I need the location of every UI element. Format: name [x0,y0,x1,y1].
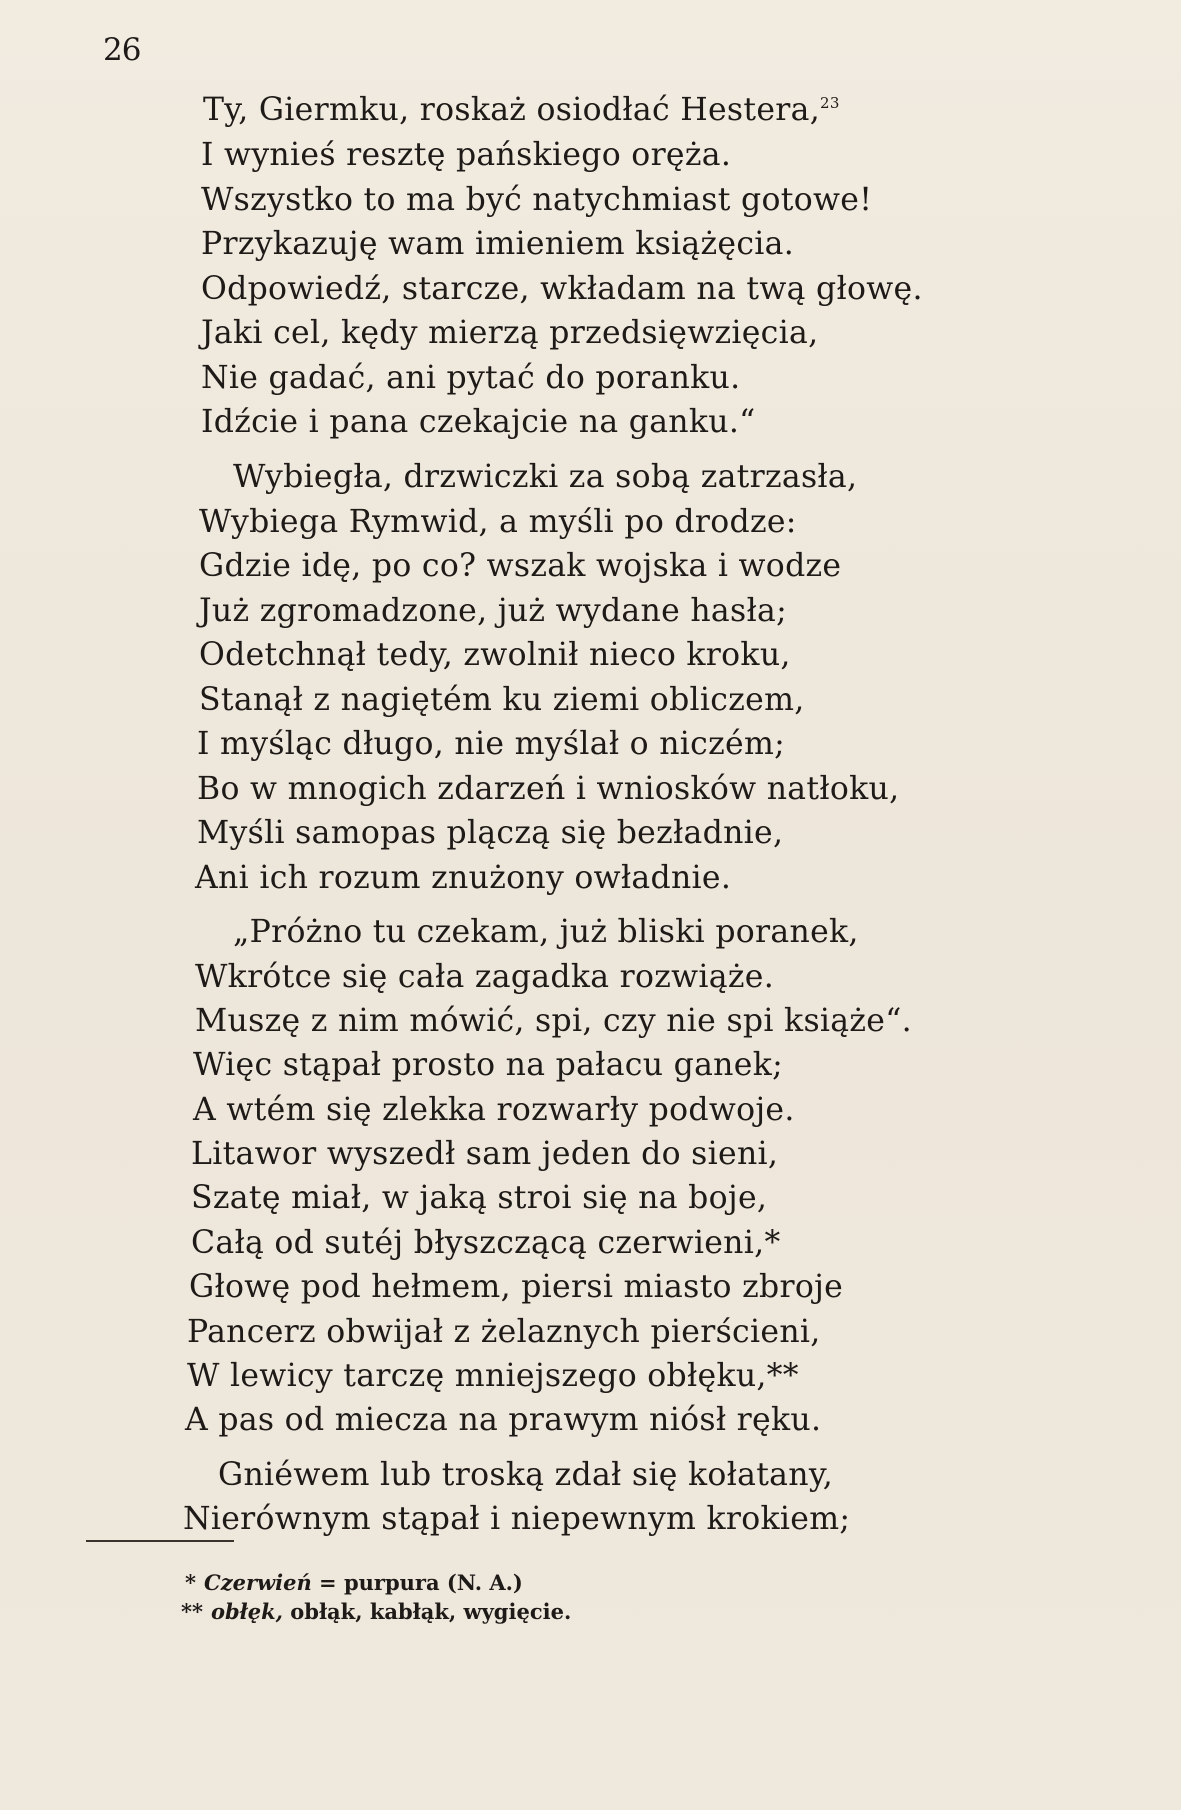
verse-line: Idźcie i pana czekajcie na ganku.“ [201,404,756,440]
verse-line: I wynieś resztę pańskiego oręża. [201,137,732,173]
verse-line: Wszystko to ma być natychmiast gotowe! [201,182,873,218]
verse-line: Myśli samopas plączą się bezładnie, [197,815,784,851]
verse-line: Muszę z nim mówić, spi, czy nie spi książe“. [195,1003,912,1039]
verse-line: Ty, Giermku, roskaż osiodłać Hestera,$^{23}$ [203,92,840,128]
footnote [181,1601,571,1622]
footnote [185,1572,523,1593]
verse-line: Jaki cel, kędy mierzą przedsięwzięcia, [201,315,819,351]
verse-line: Bo w mnogich zdarzeń i wniosków natłoku, [197,771,900,807]
verse-line: Szatę miał, w jaką stroi się na boje, [191,1180,768,1216]
verse-line: „Próżno tu czekam, już bliski poranek, [233,914,859,950]
footnote-text: obłąk, kabłąk, wygięcie. [290,1599,572,1624]
verse-line: Więc stąpał prosto na pałacu ganek; [193,1047,783,1083]
verse-line: Gniéwem lub troską zdał się kołatany, [218,1457,834,1493]
footnote-term: Czerwień [203,1570,312,1595]
verse-line: Nie gadać, ani pytać do poranku. [201,360,741,396]
verse-line: Już zgromadzone, już wydane hasła; [199,593,787,629]
verse-line: Odetchnął tedy, zwolnił nieco kroku, [199,637,791,673]
verse-line: Stanął z nagiętém ku ziemi obliczem, [199,682,805,718]
verse-line: Nierównym stąpał i niepewnym krokiem; [183,1501,851,1537]
verse-line: Całą od sutéj błyszczącą czerwieni,* [191,1225,781,1261]
verse-line: A pas od miecza na prawym niósł ręku. [185,1402,822,1438]
verse-line: Wkrótce się cała zagadka rozwiąże. [195,959,775,995]
footnote-mark: ** [181,1599,203,1624]
verse-line: W lewicy tarczę mniejszego obłęku,** [187,1358,799,1394]
footnote-mark: * [185,1570,196,1595]
verse-line: Odpowiedź, starcze, wkładam na twą głowę. [201,271,923,307]
verse-line: Pancerz obwijał z żelaznych pierścieni, [187,1314,821,1350]
footnote-text: = purpura (N. A.) [319,1570,523,1595]
page-number: 26 [103,32,141,68]
verse-line: I myśląc długo, nie myślał o niczém; [197,726,786,762]
footnote-divider [86,1540,234,1542]
verse-line: Ani ich rozum znużony owładnie. [195,860,732,896]
verse-line: A wtém się zlekka rozwarły podwoje. [193,1092,795,1128]
verse-line: Wybiegła, drzwiczki za sobą zatrzasła, [233,459,858,495]
verse-line: Wybiega Rymwid, a myśli po drodze: [199,504,797,540]
verse-line: Litawor wyszedł sam jeden do sieni, [191,1136,779,1172]
verse-line: Głowę pod hełmem, piersi miasto zbroje [189,1269,844,1305]
verse-line: Gdzie idę, po co? wszak wojska i wodze [199,548,842,584]
footnote-term: obłęk, [210,1599,283,1624]
note-reference: 23 [820,94,840,112]
verse-line: Przykazuję wam imieniem książęcia. [201,226,795,262]
